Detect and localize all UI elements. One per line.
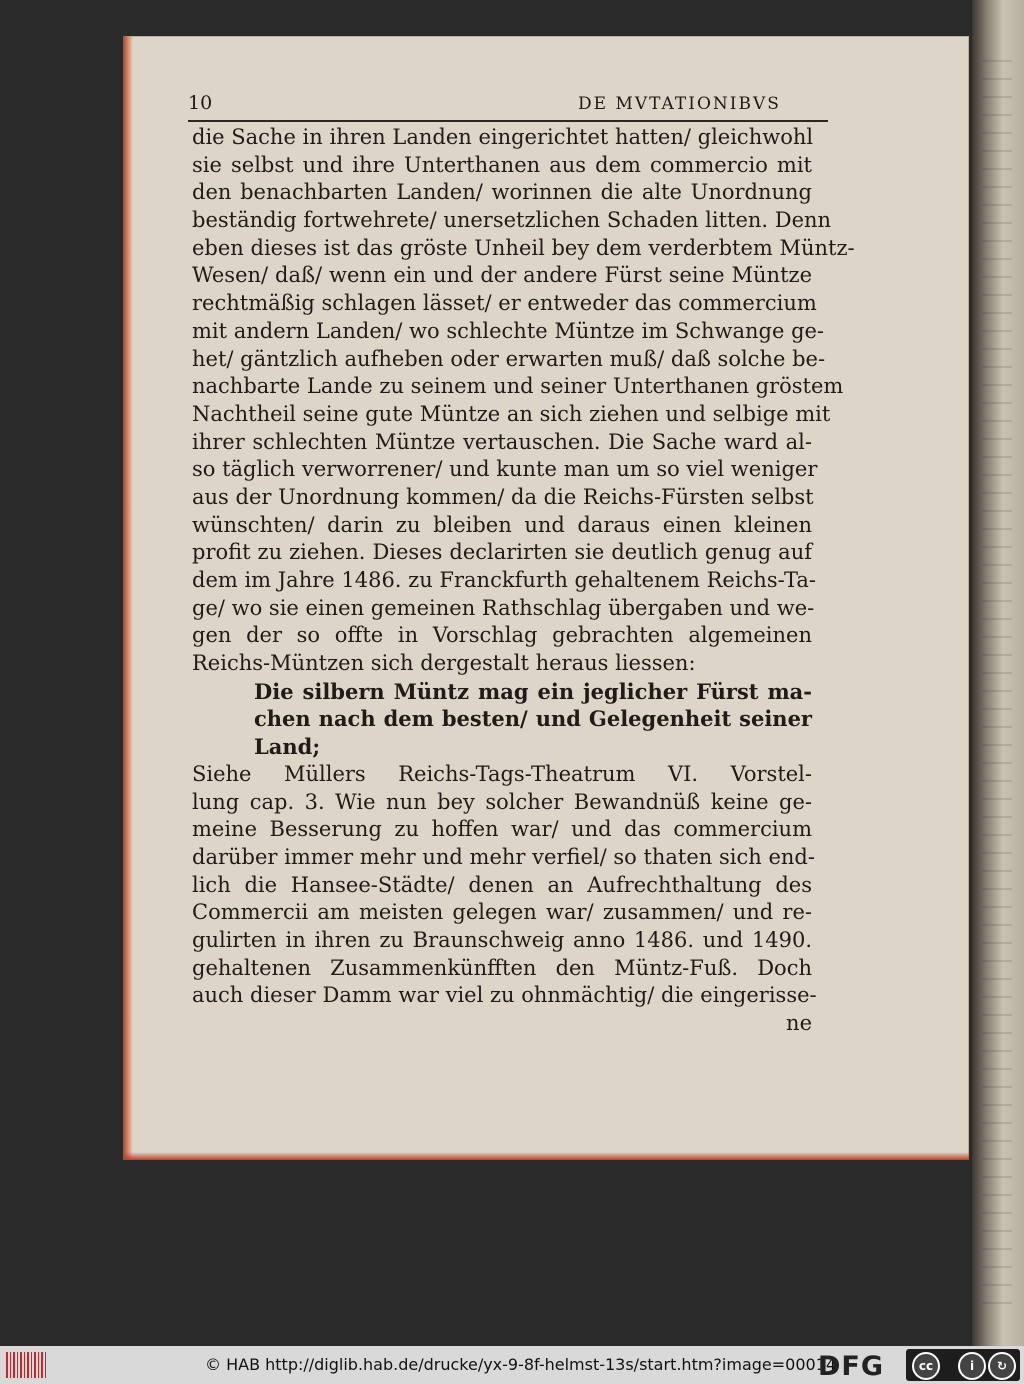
text-line: gehaltenen Zusammenkünfften den Müntz-Fuß. Doch [192, 955, 812, 980]
text-line: lich die Hansee-Städte/ denen an Aufrechthaltung des [192, 872, 812, 897]
text-line: den benachbarten Landen/ worinnen die alte Unordnung [192, 180, 812, 205]
text-line: Nachtheil seine gute Müntze an sich ziehen und selbige mit [192, 401, 831, 426]
adjacent-page-edge [972, 0, 1024, 1346]
running-head [188, 92, 828, 122]
text-line: meine Besserung zu hoffen war/ und das commercium [192, 817, 812, 842]
cc-license-badge[interactable] [906, 1349, 1020, 1381]
text-line: mit andern Landen/ wo schlechte Müntze im Schwange ge- [192, 318, 825, 343]
page-red-edge-bottom [123, 1152, 969, 1160]
text-line: ihrer schlechten Müntze vertauschen. Die Sache ward al- [192, 429, 812, 454]
text-line: het/ gäntzlich aufheben oder erwarten muß/ daß solche be- [192, 346, 826, 371]
text-line: beständig fortwehrete/ unersetzlichen Schaden litten. Denn [192, 208, 832, 233]
text-line: darüber immer mehr und mehr verfiel/ so thaten sich end- [192, 844, 815, 869]
text-line: gulirten in ihren zu Braunschweig anno 1486. und 1490. [192, 927, 812, 952]
body-text [192, 124, 855, 1038]
text-line: Commercii am meisten gelegen war/ zusammen/ und re- [192, 900, 812, 925]
text-line: Wesen/ daß/ wenn ein und der andere Fürst seine Müntze [192, 263, 812, 288]
viewer-footer [0, 1346, 1024, 1384]
text-line: wünschten/ darin zu bleiben und daraus einen kleinen [192, 512, 812, 537]
text-line: die Sache in ihren Landen eingerichtet hatten/ gleichwohl [192, 125, 814, 149]
text-line: rechtmäßig schlagen lässet/ er entweder das commercium [192, 291, 817, 316]
catchword: ne [786, 1011, 812, 1035]
text-line: profit zu ziehen. Dieses declarirten sie deutlich genug auf [192, 540, 812, 565]
quote-line: Land; [254, 734, 321, 760]
quote-line: Die silbern Müntz mag ein jeglicher Fürst ma- [254, 678, 812, 704]
text-line: auch dieser Damm war viel zu ohnmächtig/ die eingerisse- [192, 983, 817, 1008]
attribution-link[interactable]: © HAB http://diglib.hab.de/drucke/yx-9-8f-helmst-13s/start.htm?image=00014 [205, 1355, 837, 1374]
running-title: DE MVTATIONIBVS [578, 94, 781, 114]
barcode-icon [6, 1352, 48, 1378]
text-line: lung cap. 3. Wie nun bey solcher Bewandnüß keine ge- [192, 789, 812, 814]
text-line: ge/ wo sie einen gemeinen Rathschlag übergaben und we- [192, 595, 815, 620]
text-line: so täglich verworrener/ und kunte man um so viel weniger [192, 457, 818, 482]
text-line: Siehe Müllers Reichs-Tags-Theatrum VI. Vorstel- [192, 761, 812, 786]
text-line: eben dieses ist das gröste Unheil bey dem verderbtem Müntz- [192, 235, 855, 260]
text-line: gen der so offte in Vorschlag gebrachten algemeinen [192, 623, 812, 648]
text-line: Reichs-Müntzen sich dergestalt heraus liessen: [192, 651, 696, 676]
text-line: nachbarte Lande zu seinem und seiner Unterthanen gröstem [192, 374, 844, 399]
header-rule [188, 120, 828, 122]
page-number: 10 [188, 92, 213, 114]
text-line: dem im Jahre 1486. zu Franckfurth gehaltenem Reichs-Ta- [192, 568, 816, 592]
by-icon: i [958, 1352, 986, 1380]
quote-line: chen nach dem besten/ und Gelegenheit seiner [254, 706, 812, 732]
sa-icon: ↻ [988, 1352, 1016, 1380]
page-red-edge-left [123, 36, 133, 1160]
cc-icon: cc [912, 1352, 940, 1380]
text-line: aus der Unordnung kommen/ da die Reichs-Fürsten selbst [192, 484, 814, 509]
text-line: sie selbst und ihre Unterthanen aus dem commercio mit [192, 152, 812, 177]
dfg-logo: DFG [818, 1351, 885, 1382]
